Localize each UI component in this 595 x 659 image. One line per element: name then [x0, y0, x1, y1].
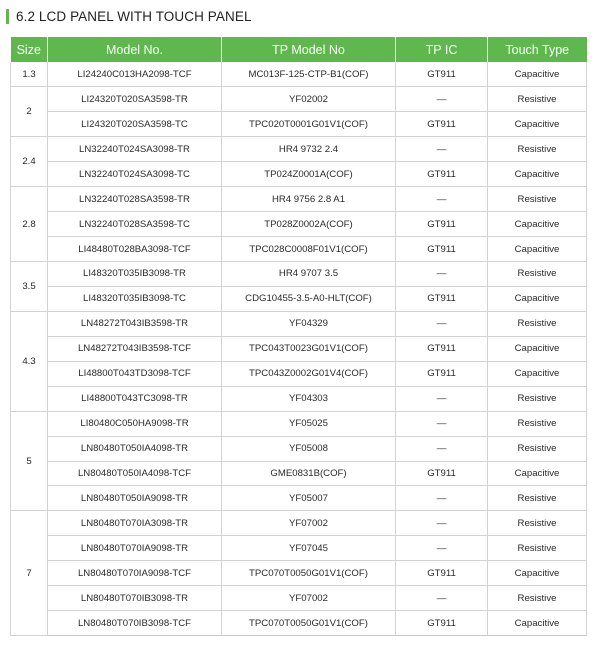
table-row: [11, 112, 587, 137]
heading-accent-bar: [6, 9, 9, 24]
tp-model-cell: TP028Z0002A(COF): [222, 212, 396, 237]
tp-ic-cell: GT911: [396, 336, 488, 361]
tp-model-cell: TPC043Z0002G01V4(COF): [222, 361, 396, 386]
table-row: [11, 386, 587, 411]
model-no-cell: LN32240T028SA3598-TR: [48, 187, 222, 212]
table-row: [11, 62, 587, 87]
tp-model-cell: HR4 9707 3.5: [222, 262, 396, 287]
tp-ic-cell: GT911: [396, 62, 488, 87]
model-no-cell: LN32240T024SA3098-TC: [48, 162, 222, 187]
header-size: Size: [11, 37, 48, 62]
touch-type-cell: Capacitive: [488, 237, 587, 262]
tp-ic-cell: —: [396, 511, 488, 536]
touch-type-cell: Capacitive: [488, 112, 587, 137]
tp-ic-cell: GT911: [396, 461, 488, 486]
tp-ic-cell: —: [396, 411, 488, 436]
touch-type-cell: Resistive: [488, 137, 587, 162]
touch-type-cell: Capacitive: [488, 611, 587, 636]
touch-type-cell: Capacitive: [488, 286, 587, 311]
touch-type-cell: Resistive: [488, 262, 587, 287]
model-no-cell: LN80480T070IA9098-TCF: [48, 561, 222, 586]
table-row: [11, 262, 587, 287]
size-cell: 2.8: [11, 187, 48, 262]
tp-model-cell: TPC070T0050G01V1(COF): [222, 561, 396, 586]
table-row: [11, 162, 587, 187]
table-row: [11, 361, 587, 386]
table-body: [11, 62, 587, 636]
model-no-cell: LI48800T043TC3098-TR: [48, 386, 222, 411]
size-cell: 4.3: [11, 311, 48, 411]
size-cell: 3.5: [11, 262, 48, 312]
model-no-cell: LN80480T070IB3098-TCF: [48, 611, 222, 636]
header-model-no: Model No.: [48, 37, 222, 62]
tp-ic-cell: —: [396, 137, 488, 162]
tp-ic-cell: —: [396, 586, 488, 611]
section-title: 6.2 LCD PANEL WITH TOUCH PANEL: [16, 8, 252, 24]
tp-ic-cell: GT911: [396, 611, 488, 636]
touch-type-cell: Resistive: [488, 311, 587, 336]
table-row: [11, 611, 587, 636]
tp-model-cell: YF07002: [222, 586, 396, 611]
touch-type-cell: Capacitive: [488, 361, 587, 386]
touch-type-cell: Resistive: [488, 536, 587, 561]
model-no-cell: LN32240T028SA3598-TC: [48, 212, 222, 237]
size-cell: 5: [11, 411, 48, 511]
tp-model-cell: CDG10455-3.5-A0-HLT(COF): [222, 286, 396, 311]
tp-model-cell: MC013F-125-CTP-B1(COF): [222, 62, 396, 87]
touch-type-cell: Resistive: [488, 187, 587, 212]
tp-ic-cell: GT911: [396, 361, 488, 386]
touch-type-cell: Resistive: [488, 411, 587, 436]
tp-ic-cell: —: [396, 386, 488, 411]
table-row: [11, 436, 587, 461]
model-no-cell: LN80480T070IB3098-TR: [48, 586, 222, 611]
touch-type-cell: Capacitive: [488, 561, 587, 586]
model-no-cell: LN80480T050IA4098-TCF: [48, 461, 222, 486]
model-no-cell: LN48272T043IB3598-TR: [48, 311, 222, 336]
tp-ic-cell: —: [396, 536, 488, 561]
tp-ic-cell: —: [396, 262, 488, 287]
tp-ic-cell: —: [396, 187, 488, 212]
table-row: [11, 486, 587, 511]
touch-type-cell: Resistive: [488, 87, 587, 112]
section-heading: [6, 6, 252, 26]
model-no-cell: LN32240T024SA3098-TR: [48, 137, 222, 162]
table-row: [11, 461, 587, 486]
tp-ic-cell: GT911: [396, 112, 488, 137]
touch-type-cell: Resistive: [488, 486, 587, 511]
touch-type-cell: Capacitive: [488, 162, 587, 187]
touch-type-cell: Resistive: [488, 436, 587, 461]
tp-model-cell: HR4 9732 2.4: [222, 137, 396, 162]
size-cell: 1.3: [11, 62, 48, 87]
table-row: [11, 311, 587, 336]
model-no-cell: LI80480C050HA9098-TR: [48, 411, 222, 436]
tp-ic-cell: GT911: [396, 286, 488, 311]
tp-ic-cell: —: [396, 436, 488, 461]
touch-type-cell: Resistive: [488, 586, 587, 611]
model-no-cell: LN80480T070IA9098-TR: [48, 536, 222, 561]
tp-ic-cell: GT911: [396, 237, 488, 262]
touch-type-cell: Capacitive: [488, 62, 587, 87]
tp-ic-cell: GT911: [396, 212, 488, 237]
tp-ic-cell: GT911: [396, 561, 488, 586]
tp-model-cell: YF02002: [222, 87, 396, 112]
tp-model-cell: GME0831B(COF): [222, 461, 396, 486]
tp-ic-cell: GT911: [396, 162, 488, 187]
model-no-cell: LI24240C013HA2098-TCF: [48, 62, 222, 87]
table-row: [11, 137, 587, 162]
header-touch-type: Touch Type: [488, 37, 587, 62]
tp-ic-cell: —: [396, 311, 488, 336]
table-row: [11, 286, 587, 311]
model-no-cell: LI24320T020SA3598-TC: [48, 112, 222, 137]
table-row: [11, 212, 587, 237]
touch-type-cell: Resistive: [488, 386, 587, 411]
model-no-cell: LI48480T028BA3098-TCF: [48, 237, 222, 262]
model-no-cell: LN80480T050IA4098-TR: [48, 436, 222, 461]
size-cell: 2: [11, 87, 48, 137]
tp-model-cell: YF04329: [222, 311, 396, 336]
table-row: [11, 511, 587, 536]
table-row: [11, 561, 587, 586]
tp-model-cell: HR4 9756 2.8 A1: [222, 187, 396, 212]
tp-model-cell: YF07045: [222, 536, 396, 561]
tp-model-cell: TP024Z0001A(COF): [222, 162, 396, 187]
model-no-cell: LI24320T020SA3598-TR: [48, 87, 222, 112]
touch-type-cell: Resistive: [488, 511, 587, 536]
tp-model-cell: TPC043T0023G01V1(COF): [222, 336, 396, 361]
header-tp-model-no: TP Model No: [222, 37, 396, 62]
model-no-cell: LI48800T043TD3098-TCF: [48, 361, 222, 386]
table-row: [11, 336, 587, 361]
table-row: [11, 586, 587, 611]
size-cell: 2.4: [11, 137, 48, 187]
tp-model-cell: TPC028C0008F01V1(COF): [222, 237, 396, 262]
model-no-cell: LI48320T035IB3098-TR: [48, 262, 222, 287]
table-row: [11, 237, 587, 262]
tp-model-cell: YF05008: [222, 436, 396, 461]
touch-type-cell: Capacitive: [488, 212, 587, 237]
tp-model-cell: YF07002: [222, 511, 396, 536]
touch-type-cell: Capacitive: [488, 336, 587, 361]
table-row: [11, 411, 587, 436]
size-cell: 7: [11, 511, 48, 636]
tp-model-cell: TPC070T0050G01V1(COF): [222, 611, 396, 636]
table-row: [11, 536, 587, 561]
tp-model-cell: YF04303: [222, 386, 396, 411]
tp-ic-cell: —: [396, 486, 488, 511]
lcd-touch-panel-table: [10, 37, 587, 636]
tp-model-cell: TPC020T0001G01V1(COF): [222, 112, 396, 137]
table-row: [11, 187, 587, 212]
table-header-row: [11, 37, 587, 62]
model-no-cell: LI48320T035IB3098-TC: [48, 286, 222, 311]
header-tp-ic: TP IC: [396, 37, 488, 62]
model-no-cell: LN48272T043IB3598-TCF: [48, 336, 222, 361]
touch-type-cell: Capacitive: [488, 461, 587, 486]
model-no-cell: LN80480T070IA3098-TR: [48, 511, 222, 536]
tp-ic-cell: —: [396, 87, 488, 112]
table-row: [11, 87, 587, 112]
tp-model-cell: YF05007: [222, 486, 396, 511]
tp-model-cell: YF05025: [222, 411, 396, 436]
model-no-cell: LN80480T050IA9098-TR: [48, 486, 222, 511]
